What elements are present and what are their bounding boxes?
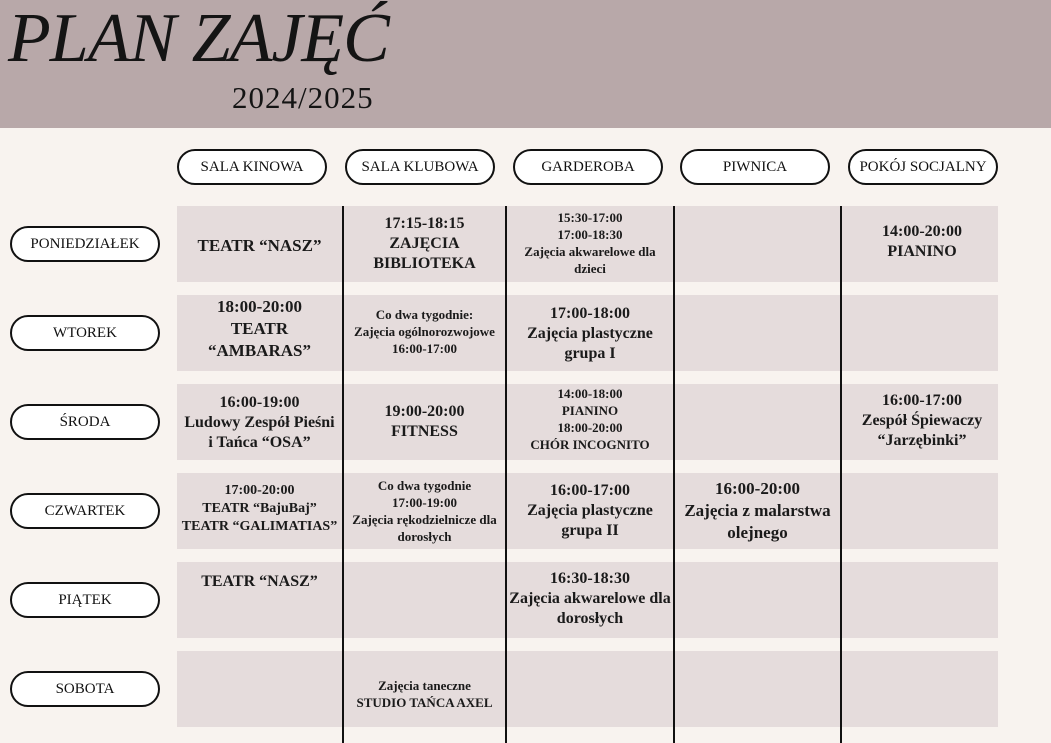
cell-wed-sala-klubowa: [344, 402, 505, 442]
event-text: Zajęcia taneczne: [378, 678, 471, 693]
event-text: Ludowy Zespół Pieśni: [184, 414, 335, 431]
event-text: Zajęcia plastyczne: [527, 502, 653, 519]
event-text: TEATR “GALIMATIAS”: [181, 519, 338, 534]
event-text: dzieci: [574, 261, 606, 276]
event-text: Zajęcia akwarelowe dla: [509, 590, 671, 607]
room-header-garderoba: GARDEROBA: [513, 149, 663, 185]
event-time: 17:00-20:00: [224, 483, 295, 498]
row-band-saturday: [177, 651, 998, 727]
day-label-thursday: CZWARTEK: [10, 493, 160, 529]
room-header-sala-kinowa: SALA KINOWA: [177, 149, 327, 185]
event-text: TEATR “NASZ”: [197, 236, 322, 255]
column-divider: [505, 206, 507, 743]
event-time: 17:00-18:00: [550, 305, 630, 322]
page-title: PLAN ZAJĘĆ: [8, 0, 389, 77]
cell-wed-garderoba: [507, 385, 673, 453]
event-text: grupa II: [561, 522, 619, 539]
event-time: 14:00-18:00: [557, 386, 623, 401]
cell-tue-sala-kinowa: [177, 296, 342, 362]
day-label-friday: PIĄTEK: [10, 582, 160, 618]
cell-thu-piwnica: [675, 478, 840, 544]
event-text: Zajęcia ogólnorozwojowe: [354, 324, 495, 339]
event-time: 16:00-20:00: [715, 479, 800, 498]
cell-sat-sala-klubowa: [344, 677, 505, 711]
event-text: Co dwa tygodnie: [377, 478, 472, 493]
room-header-sala-klubowa: SALA KLUBOWA: [345, 149, 495, 185]
day-label-monday: PONIEDZIAŁEK: [10, 226, 160, 262]
event-time: 15:30-17:00: [557, 210, 623, 225]
event-time: 16:30-18:30: [550, 570, 630, 587]
cell-fri-garderoba: [507, 569, 673, 629]
event-text: Co dwa tygodnie:: [375, 307, 474, 322]
cell-wed-sala-kinowa: [177, 393, 342, 453]
cell-tue-sala-klubowa: [344, 306, 505, 357]
day-label-wednesday: ŚRODA: [10, 404, 160, 440]
cell-mon-sala-klubowa: [344, 214, 505, 274]
event-text: Zespół Śpiewaczy: [861, 412, 983, 429]
event-time: 16:00-17:00: [882, 392, 962, 409]
event-text: grupa I: [564, 345, 616, 362]
room-header-piwnica: PIWNICA: [680, 149, 830, 185]
event-text: PIANINO: [561, 403, 619, 418]
event-time: 17:00-18:30: [557, 227, 623, 242]
room-header-pokoj-socjalny: POKÓJ SOCJALNY: [848, 149, 998, 185]
event-text: BIBLIOTEKA: [373, 255, 476, 272]
event-text: Zajęcia plastyczne: [527, 325, 653, 342]
cell-mon-sala-kinowa: [177, 235, 342, 257]
event-time: 19:00-20:00: [384, 403, 465, 420]
event-text: TEATR “BajuBaj”: [202, 501, 317, 516]
column-divider: [840, 206, 842, 743]
column-divider: [673, 206, 675, 743]
event-text: FITNESS: [391, 423, 458, 440]
event-text: dorosłych: [556, 610, 624, 627]
day-label-tuesday: WTOREK: [10, 315, 160, 351]
column-divider: [342, 206, 344, 743]
event-text: STUDIO TAŃCA AXEL: [356, 695, 493, 710]
cell-thu-sala-klubowa: [344, 477, 505, 545]
day-label-saturday: SOBOTA: [10, 671, 160, 707]
header-banner: [0, 0, 1051, 128]
event-text: CHÓR INCOGNITO: [530, 437, 650, 452]
event-text: TEATR “NASZ”: [201, 573, 318, 590]
cell-thu-garderoba: [507, 481, 673, 541]
event-text: Zajęcia z malarstwa: [684, 501, 831, 520]
cell-mon-pokoj-socjalny: [842, 222, 1002, 262]
event-time: 16:00-17:00: [550, 482, 630, 499]
event-text: “AMBARAS”: [208, 341, 311, 360]
event-time: 14:00-20:00: [882, 223, 962, 240]
school-year: 2024/2025: [232, 80, 374, 115]
event-text: dorosłych: [397, 529, 452, 544]
cell-fri-sala-kinowa: [177, 572, 342, 592]
event-time: 17:00-19:00: [392, 495, 457, 510]
event-text: i Tańca “OSA”: [208, 434, 311, 451]
event-time: 18:00-20:00: [557, 420, 623, 435]
cell-wed-pokoj-socjalny: [842, 391, 1002, 451]
event-text: Zajęcia akwarelowe dla: [524, 244, 656, 259]
cell-tue-garderoba: [507, 304, 673, 364]
event-time: 16:00-19:00: [219, 394, 300, 411]
event-text: olejnego: [727, 523, 788, 542]
event-time: 18:00-20:00: [217, 297, 302, 316]
event-time: 17:15-18:15: [384, 215, 465, 232]
event-text: “Jarzębinki”: [877, 432, 967, 449]
cell-thu-sala-kinowa: [177, 482, 342, 536]
event-text: PIANINO: [887, 243, 957, 260]
cell-mon-garderoba: [507, 209, 673, 277]
event-time: 16:00-17:00: [392, 341, 457, 356]
event-text: ZAJĘCIA: [389, 235, 460, 252]
event-text: TEATR: [230, 319, 289, 338]
event-text: Zajęcia rękodzielnicze dla: [352, 512, 497, 527]
